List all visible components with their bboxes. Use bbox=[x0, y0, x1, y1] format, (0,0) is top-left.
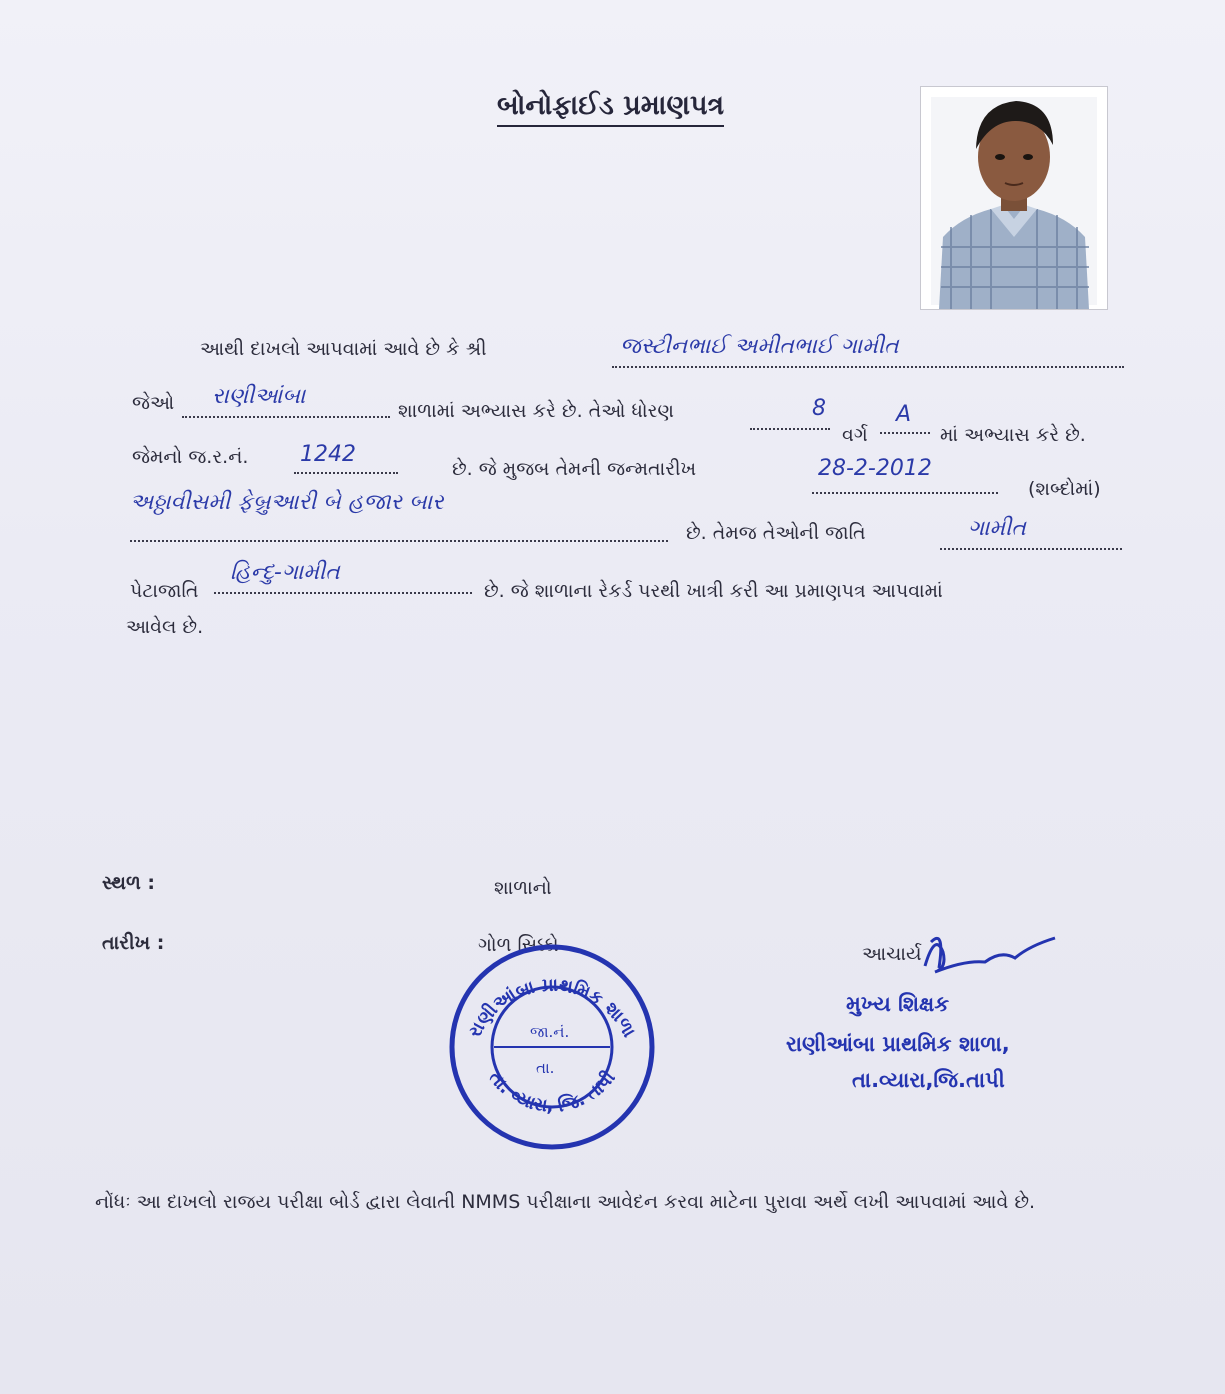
division-label: વર્ગ bbox=[842, 424, 868, 446]
body-line3-suffix: (શબ્દોમાં) bbox=[1028, 478, 1101, 500]
body-line2-prefix: જેઓ bbox=[132, 392, 175, 414]
seal-inner-date: તા. bbox=[536, 1059, 555, 1077]
standard-value: 8 bbox=[812, 396, 826, 421]
body-line4-mid: છે. તેમજ તેઓની જાતિ bbox=[686, 522, 866, 544]
body-line3-prefix: જેમનો જ.ર.નં. bbox=[132, 446, 249, 468]
date-of-birth-words: અઠ્ઠાવીસમી ફેબ્રુઆરી બે હજાર બાર bbox=[130, 490, 444, 515]
body-line5-suffix: છે. જે શાળાના રેકર્ડ પરથી ખાત્રી કરી આ પ્રમાણપત્ર આપવામાં bbox=[484, 580, 943, 602]
body-line1-prefix: આથી દાખલો આપવામાં આવે છે કે શ્રી bbox=[200, 338, 487, 360]
page-title: બોનોફાઈડ પ્રમાણપત્ર bbox=[497, 90, 724, 127]
gr-number: 1242 bbox=[300, 442, 356, 467]
body-line3-mid: છે. જે મુજબ તેમની જન્મતારીખ bbox=[452, 458, 697, 480]
school-round-seal bbox=[432, 925, 672, 1165]
division-value: A bbox=[896, 402, 912, 427]
stamp-line-1: મુખ્ય શિક્ષક bbox=[846, 992, 950, 1016]
seal-ring-bottom-text: તા. વ્યારા, જિ. તાપી bbox=[484, 1067, 620, 1117]
body-line2-mid: શાળામાં અભ્યાસ કરે છે. તેઓ ધોરણ bbox=[398, 400, 674, 422]
body-line5-prefix: પેટાજાતિ bbox=[130, 580, 199, 602]
seal-inner-no: જા.નં. bbox=[530, 1023, 570, 1041]
principal-signature bbox=[905, 922, 1065, 982]
student-name: જસ્ટીનભાઈ અમીતભાઈ ગામીત bbox=[620, 334, 899, 359]
date-label: તારીખ : bbox=[102, 932, 165, 954]
subcaste-value: હિન્દુ-ગામીત bbox=[230, 560, 340, 585]
school-seal-label-2: ગોળ સિક્કો bbox=[478, 934, 559, 956]
principal-label: આચાર્ય bbox=[862, 943, 922, 965]
footnote: નોંધઃ આ દાખલો રાજય પરીક્ષા બોર્ડ દ્વારા લેવાતી NMMS પરીક્ષાના આવેદન કરવા માટેના પુરાવા અર્થે લખી આપવામાં આવે છે. bbox=[95, 1191, 1036, 1213]
stamp-line-3: તા.વ્યારા,જિ.તાપી bbox=[852, 1068, 1005, 1092]
stamp-line-2: રાણીઆંબા પ્રાથમિક શાળા, bbox=[786, 1032, 1010, 1056]
body-line2-suffix: માં અભ્યાસ કરે છે. bbox=[940, 424, 1086, 446]
caste-value: ગામીત bbox=[968, 516, 1026, 541]
school-seal-label-1: શાળાનો bbox=[494, 877, 552, 899]
school-name-handwritten: રાણીઆંબા bbox=[212, 384, 306, 409]
body-line6: આવેલ છે. bbox=[126, 616, 204, 638]
seal-ring-top-text: રાણીઆંબા પ્રાથમિક શાળા bbox=[464, 974, 640, 1041]
place-label: સ્થળ : bbox=[102, 872, 156, 894]
date-of-birth: 28-2-2012 bbox=[818, 456, 932, 481]
